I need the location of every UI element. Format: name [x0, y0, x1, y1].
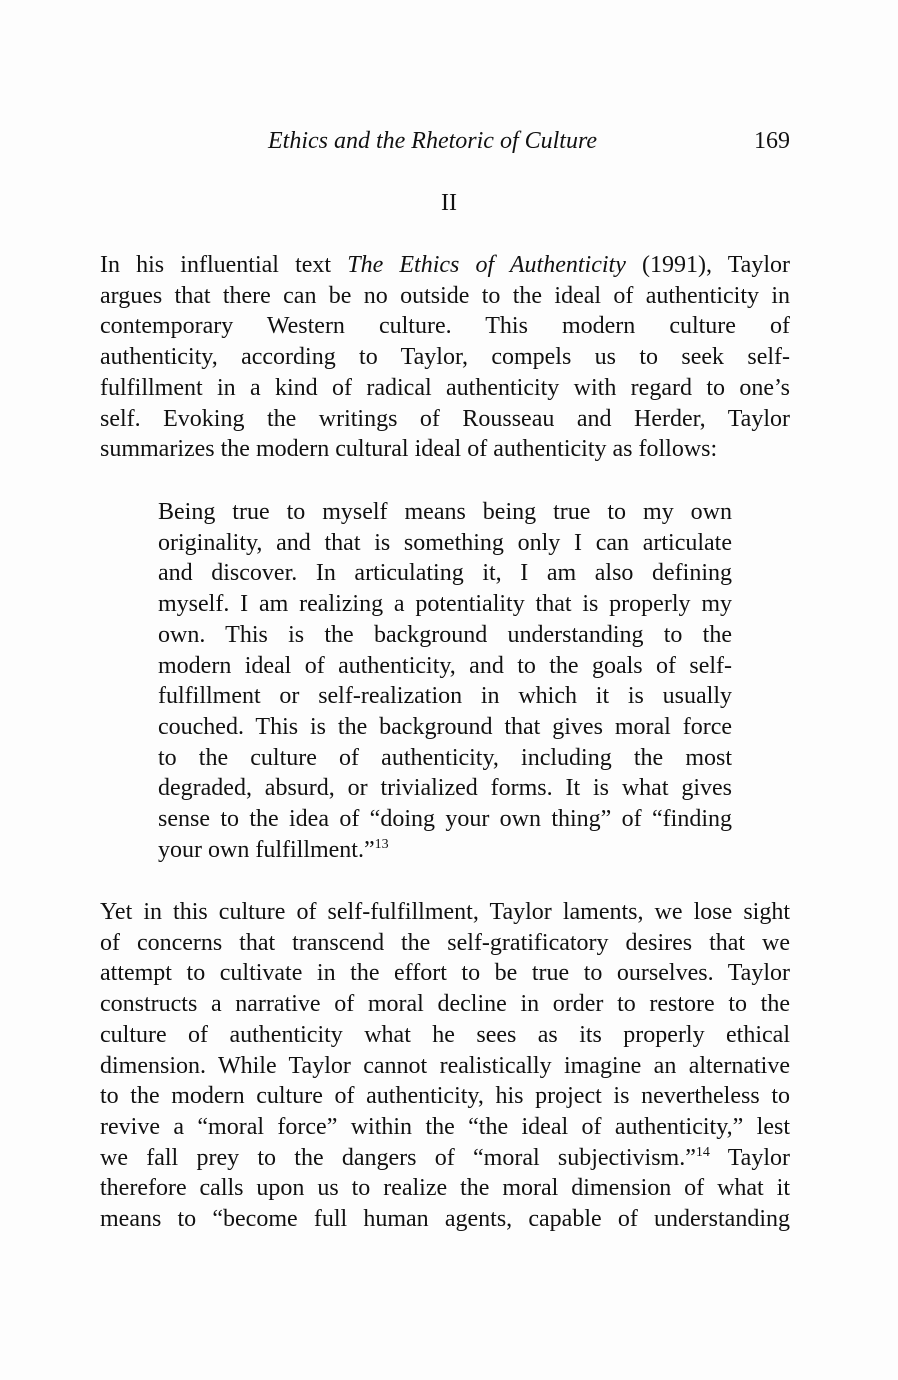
running-head [100, 124, 790, 158]
paragraph-2-line-3: attempt to cultivate in the effort to be true to ourselves. Taylor [100, 960, 790, 987]
quote-line-12 [158, 835, 732, 866]
book-title: The Ethics of Authenticity [347, 252, 626, 278]
paragraph-2-line-11: means to “become full human agents, capable of understanding [100, 1206, 790, 1233]
paragraph-1-line-4: authenticity, according to Taylor, compels us to seek self- [100, 344, 790, 371]
quote-line-11: sense to the idea of “doing your own thing” of “finding [158, 806, 732, 833]
paragraph-2-line-5: culture of authenticity what he sees as its properly ethical [100, 1021, 790, 1048]
footnote-ref-13: 13 [374, 836, 389, 852]
paragraph-2-line-7: to the modern culture of authenticity, his project is nevertheless to [100, 1083, 790, 1110]
text-run: your own fulfillment.” [158, 836, 375, 863]
paragraph-2-line-8: revive a “moral force” within the “the ideal of authenticity,” lest [100, 1113, 790, 1140]
paragraph-2-line-4: constructs a narrative of moral decline in order to restore to the [100, 991, 790, 1018]
quote-line-1: Being true to myself means being true to my own [158, 499, 732, 525]
footnote-ref-14: 14 [695, 1144, 710, 1160]
text-run: we fall prey to the dangers of “moral subjectivism.” [100, 1144, 696, 1171]
paragraph-2-line-9 [100, 1143, 790, 1174]
paragraph-1 [100, 250, 790, 465]
quote-line-8: couched. This is the background that gives moral force [158, 713, 732, 740]
quote-line-3: and discover. In articulating it, I am also defining [158, 560, 732, 587]
quote-line-6: modern ideal of authenticity, and to the goals of self- [158, 652, 732, 679]
paragraph-2-line-10: therefore calls upon us to realize the moral dimension of what it [100, 1175, 790, 1202]
paragraph-1-line-7: summarizes the modern cultural ideal of authenticity as follows: [100, 436, 718, 463]
paragraph-1-line-2: argues that there can be no outside to the ideal of authenticity in [100, 282, 790, 309]
text-run: (1991), Taylor [625, 252, 790, 278]
quote-line-4: myself. I am realizing a potentiality that is properly my [158, 591, 732, 618]
text-run: In his influential text [100, 252, 348, 278]
block-quote [158, 497, 732, 865]
quote-line-5: own. This is the background understanding to the [158, 621, 732, 648]
paragraph-2-line-1: Yet in this culture of self-fulfillment, Taylor laments, we lose sight [100, 899, 790, 925]
quote-line-7: fulfillment or self-realization in which it is usually [158, 683, 732, 710]
quote-line-2: originality, and that is something only I can articulate [158, 529, 732, 556]
section-heading: II [441, 190, 457, 216]
paragraph-1-line-5: fulfillment in a kind of radical authenticity with regard to one’s [100, 374, 790, 401]
text-run: Taylor [709, 1144, 790, 1171]
paragraph-1-line-1 [100, 250, 790, 281]
paragraph-2-line-6: dimension. While Taylor cannot realistically imagine an alternative [100, 1052, 790, 1079]
quote-line-9: to the culture of authenticity, including the most [158, 744, 732, 771]
page-number: 169 [754, 128, 790, 154]
paragraph-2 [100, 897, 790, 1235]
running-title: Ethics and the Rhetoric of Culture [268, 128, 598, 154]
paragraph-1-line-6: self. Evoking the writings of Rousseau and Herder, Taylor [100, 405, 790, 432]
paragraph-1-line-3: contemporary Western culture. This modern culture of [100, 313, 790, 340]
quote-line-10: degraded, absurd, or trivialized forms. It is what gives [158, 775, 732, 802]
paragraph-2-line-2: of concerns that transcend the self-gratificatory desires that we [100, 929, 790, 956]
